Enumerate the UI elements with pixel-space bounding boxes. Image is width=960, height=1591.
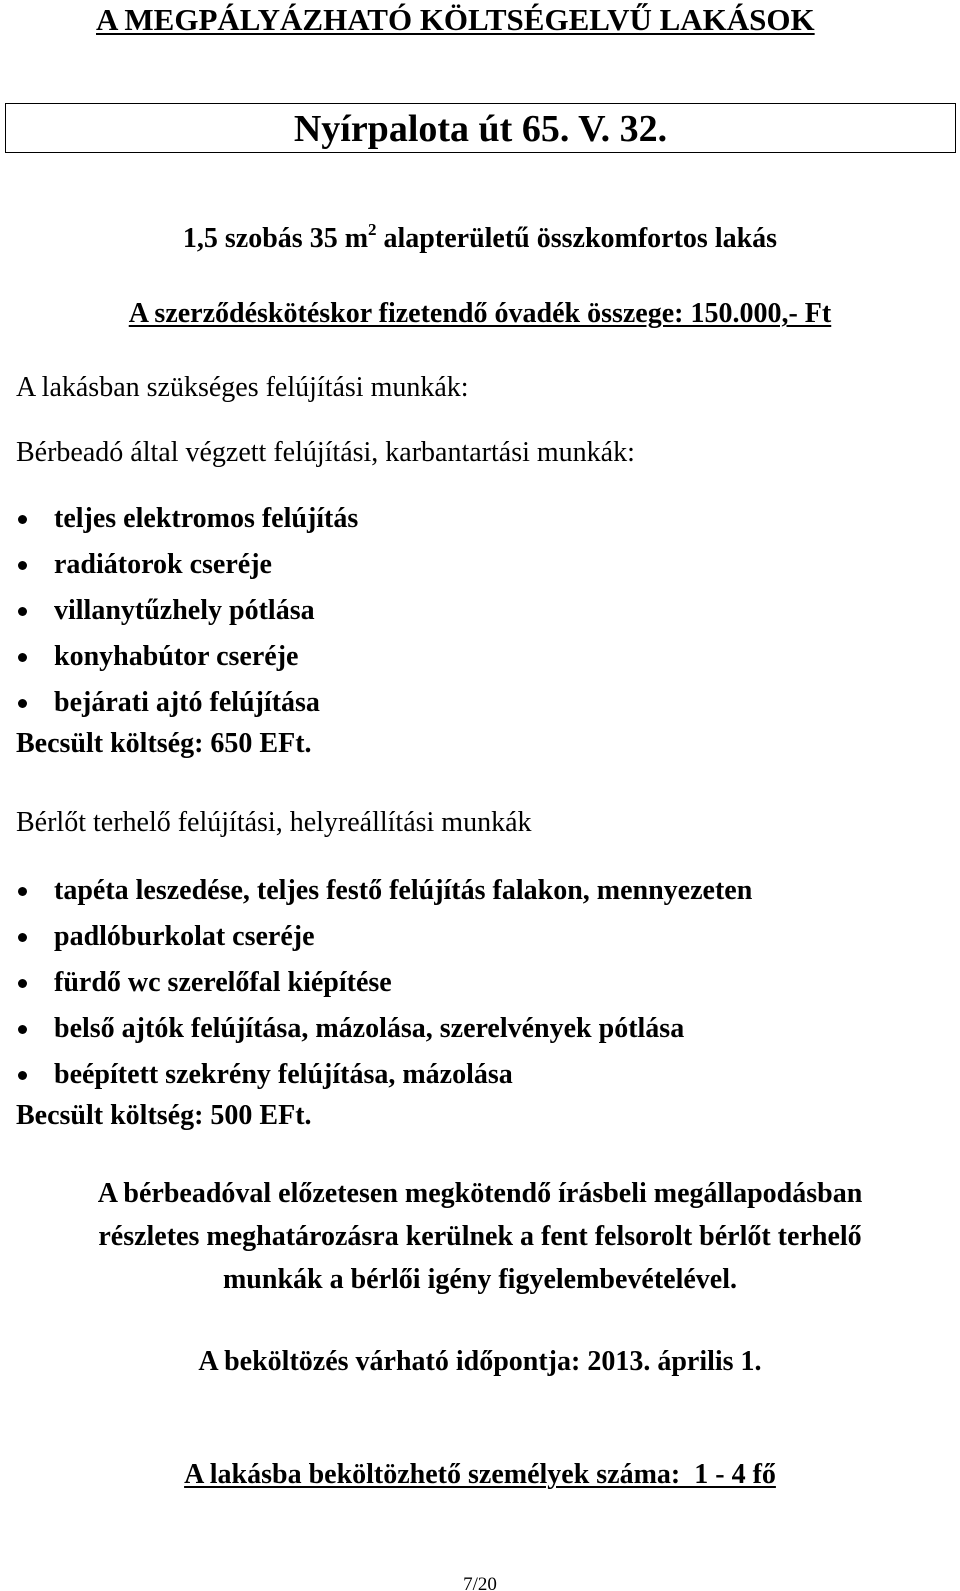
agreement-line: részletes meghatározásra kerülnek a fent felsorolt bérlőt terhelő (98, 1221, 862, 1252)
document-heading: A MEGPÁLYÁZHATÓ KÖLTSÉGELVŰ LAKÁSOK (96, 2, 815, 37)
list-item: fürdő wc szerelőfal kiépítése (16, 960, 752, 1006)
list-item: belső ajtók felújítása, mázolása, szerelvények pótlása (16, 1006, 752, 1052)
deposit-line: A szerződéskötéskor fizetendő óvadék összege: 150.000,- Ft (128, 298, 832, 329)
address-text: Nyírpalota út 65. V. 32. (293, 108, 668, 150)
tenant-cost: Becsült költség: 500 EFt. (16, 1100, 312, 1131)
list-item: beépített szekrény felújítása, mázolása (16, 1052, 752, 1098)
agreement-line: A bérbeadóval előzetesen megkötendő írásbeli megállapodásban (97, 1178, 863, 1209)
page-number: 7/20 (463, 1574, 497, 1591)
list-item: konyhabútor cseréje (16, 634, 358, 680)
move-in-date: A beköltözés várható időpontja: 2013. április 1. (198, 1346, 762, 1377)
landlord-work-list (16, 496, 358, 726)
list-item: villanytűzhely pótlása (16, 588, 358, 634)
tenant-work-list (16, 868, 752, 1098)
occupants-line: A lakásba beköltözhető személyek száma: 1 - 4 fő (184, 1459, 776, 1490)
landlord-title: Bérbeadó által végzett felújítási, karbantartási munkák: (16, 437, 635, 468)
list-item: padlóburkolat cseréje (16, 914, 752, 960)
list-item: teljes elektromos felújítás (16, 496, 358, 542)
apartment-suffix: alapterületű összkomfortos lakás (376, 223, 778, 254)
apartment-sup: 2 (368, 220, 377, 239)
list-item: tapéta leszedése, teljes festő felújítás falakon, mennyezeten (16, 868, 752, 914)
agreement-paragraph (0, 1172, 960, 1301)
tenant-title: Bérlőt terhelő felújítási, helyreállítási munkák (16, 807, 532, 838)
landlord-cost: Becsült költség: 650 EFt. (16, 728, 312, 759)
agreement-line: munkák a bérlői igény figyelembevételével. (222, 1264, 738, 1295)
apartment-description (0, 220, 960, 255)
list-item: bejárati ajtó felújítása (16, 680, 358, 726)
renovation-title: A lakásban szükséges felújítási munkák: (16, 372, 469, 403)
address-box (5, 103, 956, 153)
list-item: radiátorok cseréje (16, 542, 358, 588)
apartment-prefix: 1,5 szobás 35 m (182, 223, 369, 254)
